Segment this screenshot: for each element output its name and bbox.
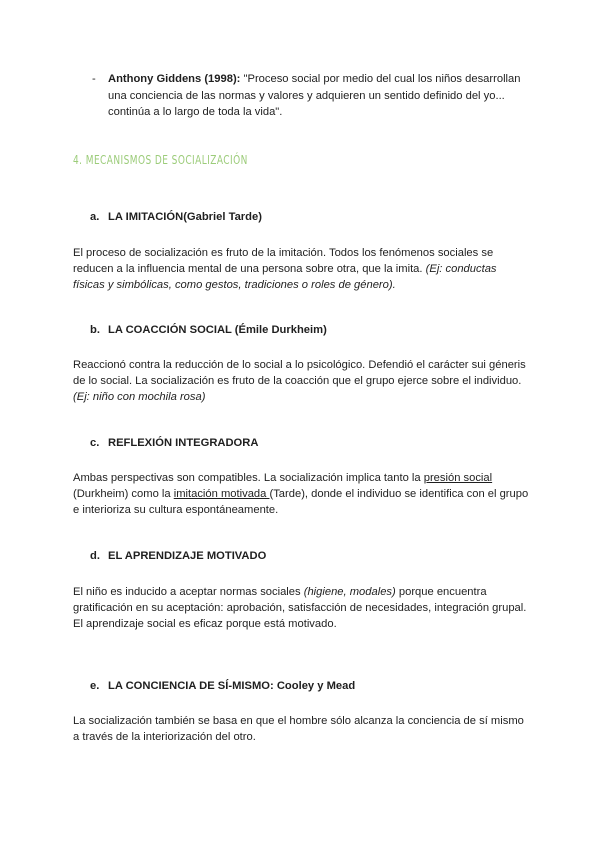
subsection-letter: e. bbox=[90, 680, 100, 692]
subsection-letter: c. bbox=[90, 437, 100, 449]
subsection-b-heading bbox=[90, 324, 327, 336]
paragraph-text: (Durkheim) como la bbox=[73, 487, 174, 500]
subsection-c-heading bbox=[90, 437, 258, 449]
subsection-e-paragraph bbox=[73, 714, 529, 746]
underlined-term: presión social bbox=[423, 472, 493, 484]
subsection-d-heading bbox=[90, 550, 266, 562]
subsection-a-heading bbox=[90, 211, 262, 223]
subsection-d-paragraph bbox=[73, 585, 529, 632]
underlined-term: imitación motivada bbox=[173, 487, 270, 500]
paragraph-text: (Tarde), donde el individuo se identifica con el grupo e interioriza su cultura espontáneamente. bbox=[73, 487, 529, 516]
paragraph-text: El proceso de socialización es fruto de la imitación. Todos los fenómenos sociales se reducen a la influencia mental de una persona sobre otra, que la imita. bbox=[73, 247, 494, 275]
paragraph-text: Reaccionó contra la reducción de lo social a lo psicológico. Defendió el carácter sui géneris de lo social. La socialización es fruto de la coacción que el grupo ejerce sobre el individuo. bbox=[73, 359, 526, 387]
subsection-title: EL APRENDIZAJE MOTIVADO bbox=[108, 550, 267, 562]
subsection-a-paragraph bbox=[73, 246, 529, 293]
section-title: 4. MECANISMOS DE SOCIALIZACIÓN bbox=[73, 152, 248, 167]
paragraph-example: (higiene, modales) bbox=[303, 586, 396, 598]
paragraph-example: (Ej: conductas físicas y simbólicas, como gestos, tradiciones o roles de género). bbox=[73, 262, 497, 291]
quote-author: Anthony Giddens (1998): bbox=[108, 73, 241, 85]
subsection-c-paragraph bbox=[73, 471, 529, 518]
paragraph-text: La socialización también se basa en que el hombre sólo alcanza la conciencia de sí mismo a través de la interiorización del otro. bbox=[73, 715, 524, 743]
subsection-title: LA IMITACIÓN(Gabriel Tarde) bbox=[108, 211, 262, 223]
bullet-dash: - bbox=[92, 73, 96, 85]
paragraph-example: (Ej: niño con mochila rosa) bbox=[73, 390, 206, 403]
subsection-letter: b. bbox=[90, 324, 100, 336]
subsection-title: REFLEXIÓN INTEGRADORA bbox=[108, 437, 259, 449]
subsection-title: LA CONCIENCIA DE SÍ-MISMO: Cooley y Mead bbox=[108, 680, 356, 692]
paragraph-text: porque encuentra gratificación en su aceptación: aprobación, satisfacción de necesidades, integración grupal. El aprendizaje social es eficaz porque está motivado. bbox=[73, 586, 527, 630]
quote-body: "Proceso social por medio del cual los niños desarrollan una conciencia de las normas y valores y adquieren un sentido definido del yo... continúa a lo largo de toda la vida". bbox=[108, 73, 521, 118]
paragraph-text: El niño es inducido a aceptar normas sociales bbox=[73, 586, 304, 598]
giddens-quote bbox=[92, 71, 532, 121]
subsection-e-heading bbox=[90, 680, 355, 692]
subsection-b-paragraph bbox=[73, 358, 529, 405]
subsection-letter: a. bbox=[90, 211, 100, 223]
paragraph-text: Ambas perspectivas son compatibles. La socialización implica tanto la bbox=[73, 472, 424, 484]
subsection-title: LA COACCIÓN SOCIAL (Émile Durkheim) bbox=[108, 324, 327, 336]
subsection-letter: d. bbox=[90, 550, 100, 562]
quote-text bbox=[108, 71, 532, 121]
